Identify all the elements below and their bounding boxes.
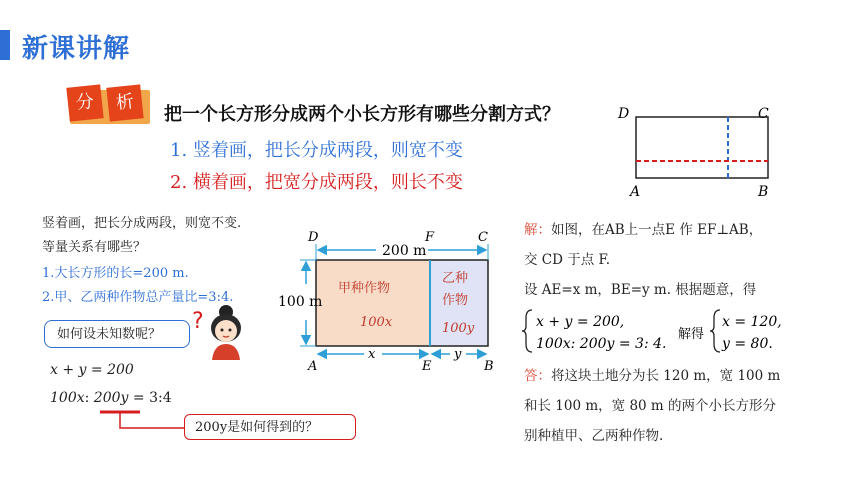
label-c: C: [478, 230, 488, 245]
eq1-text: x + y = 200: [50, 362, 134, 378]
question-mark-icon: ?: [192, 309, 204, 334]
badge-char-1: 分: [66, 84, 103, 121]
badge-char-2: 析: [106, 84, 143, 121]
side-length-label: 100 m: [278, 294, 323, 310]
answer-l1-text: 将这块土地分为长 120 m，宽 100 m: [551, 368, 781, 384]
solution-l1-text: 如图，在AB上一点E 作 EF⊥AB，: [551, 222, 763, 238]
eq2-sep: :: [84, 390, 90, 406]
solve-word: 解得: [678, 327, 705, 342]
method-horizontal: 2. 横着画，把宽分成两段，则长不变: [170, 172, 463, 193]
solution-line-3: 设 AE=x m，BE=y m. 根据题意，得: [524, 282, 757, 298]
answer-line-1: [524, 364, 780, 384]
yi-label-1: 乙种: [442, 271, 469, 286]
system1-eq-b: 100x: 200y = 3: 4.: [536, 336, 667, 352]
jia-region: [316, 260, 430, 346]
answer-label: 答：: [524, 368, 551, 384]
title-accent-bar: [0, 30, 10, 60]
callout-box: 200y是如何得到的？: [184, 414, 356, 440]
top-length-label: 200 m: [382, 243, 427, 259]
answer-line-3: 别种植甲、乙两种作物.: [524, 428, 664, 444]
label-a: A: [308, 359, 318, 374]
equation-systems: [522, 306, 782, 356]
eq2-part-a: 100x: [50, 390, 85, 406]
system2-eq-b: y = 80.: [722, 336, 773, 352]
label-d: D: [308, 230, 319, 245]
jia-value: 100x: [360, 315, 393, 330]
solution-line-1: [524, 218, 762, 238]
label-b: B: [484, 359, 494, 374]
small-label-d: D: [618, 106, 630, 122]
yi-value: 100y: [442, 321, 475, 336]
y-label: y: [454, 347, 462, 362]
small-label-c: C: [758, 106, 769, 122]
small-rect-diagram: [612, 100, 782, 200]
eq2-part-c: = 3:4: [128, 390, 172, 406]
small-rect: [636, 117, 768, 178]
field-diagram: [278, 226, 508, 376]
left-line-1: 竖着画，把长分成两段，则宽不变.: [42, 216, 242, 231]
callout-connector: [96, 400, 196, 440]
method-vertical: 1. 竖着画，把长分成两段，则宽不变: [170, 140, 463, 161]
jia-label: 甲种作物: [338, 281, 391, 296]
relation-1: 1.大长方形的长=200 m.: [42, 266, 189, 281]
solution-label: 解：: [524, 222, 551, 238]
left-line-2: 等量关系有哪些？: [42, 240, 147, 255]
label-f: F: [425, 230, 435, 245]
label-e: E: [422, 359, 432, 374]
relation-2: 2.甲、乙两种作物总产量比=3:4.: [42, 290, 234, 305]
question-text: 把一个长方形分成两个小长方形有哪些分割方式？: [164, 104, 560, 125]
solution-line-2: 交 CD 于点 F.: [524, 252, 611, 268]
analysis-badge: [64, 86, 150, 126]
yi-label-2: 作物: [442, 293, 469, 308]
page-title: 新课讲解: [22, 34, 131, 64]
question-bubble: 如何设未知数呢？: [44, 320, 190, 348]
thinking-girl-avatar: [190, 300, 250, 362]
x-label: x: [368, 347, 376, 362]
equation-1: [50, 362, 134, 378]
small-label-a: A: [630, 184, 641, 200]
answer-line-2: 和长 100 m，宽 80 m 的两个小长方形分: [524, 398, 777, 414]
eq2-part-b: 200y: [93, 390, 129, 406]
system1-eq-a: x + y = 200,: [536, 314, 625, 330]
system2-eq-a: x = 120,: [722, 314, 782, 330]
small-label-b: B: [758, 184, 769, 200]
